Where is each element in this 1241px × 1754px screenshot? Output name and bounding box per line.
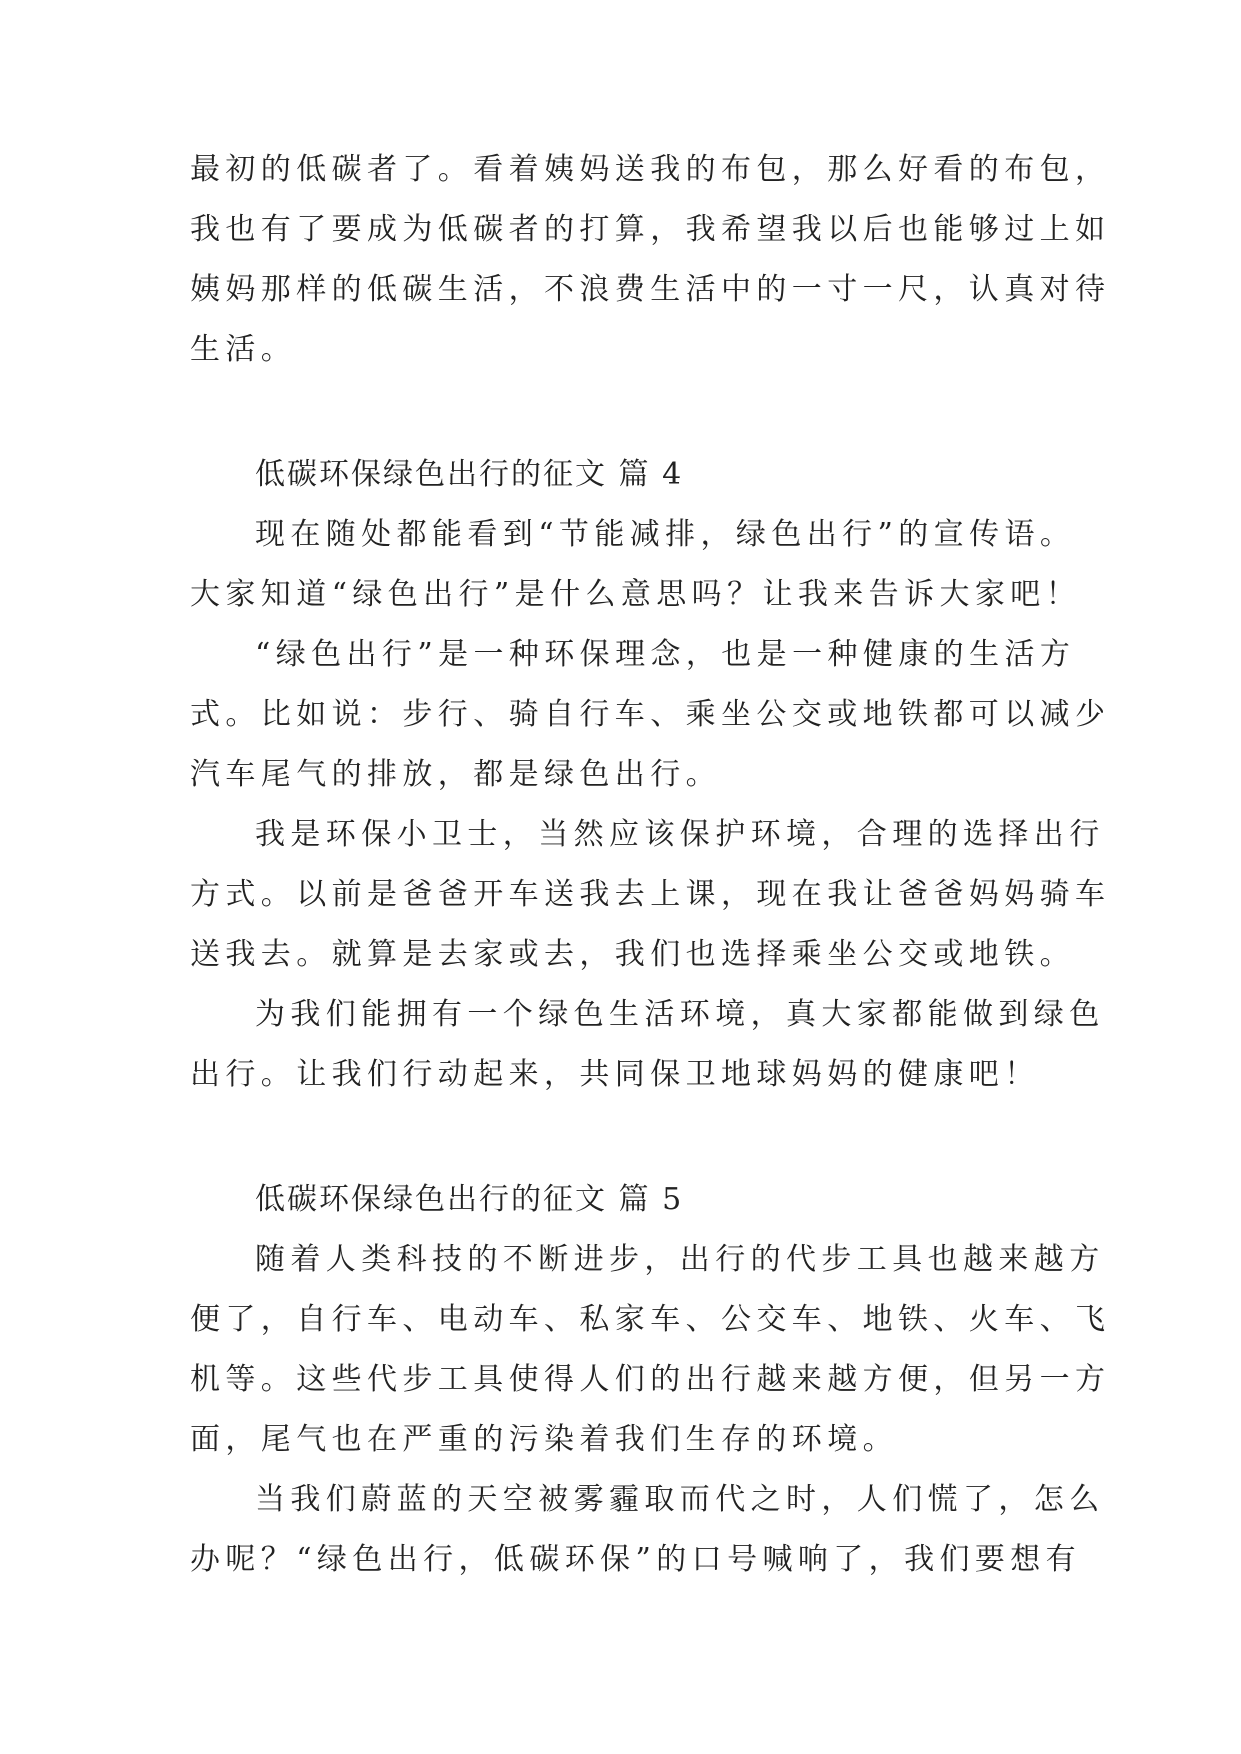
paragraph-line: 方式。以前是爸爸开车送我去上课，现在我让爸爸妈妈骑车 (190, 877, 1111, 912)
paragraph-line: 机等。这些代步工具使得人们的出行越来越方便，但另一方 (190, 1362, 1111, 1397)
paragraph-line: 出行。让我们行动起来，共同保卫地球妈妈的健康吧！ (190, 1057, 1040, 1092)
paragraph-line: 生活。 (190, 332, 297, 367)
paragraph-line: 现在随处都能看到“节能减排，绿色出行”的宣传语。 (255, 517, 1076, 552)
paragraph-line: 为我们能拥有一个绿色生活环境，真大家都能做到绿色 (255, 997, 1105, 1032)
paragraph-line: 我也有了要成为低碳者的打算，我希望我以后也能够过上如 (190, 212, 1111, 247)
paragraph-line: 办呢？“绿色出行，低碳环保”的口号喊响了，我们要想有 (190, 1542, 1082, 1577)
paragraph-line: 面，尾气也在严重的污染着我们生存的环境。 (190, 1422, 898, 1457)
paragraph-line: 汽车尾气的排放，都是绿色出行。 (190, 757, 721, 792)
paragraph-line: 我是环保小卫士，当然应该保护环境，合理的选择出行 (255, 817, 1105, 852)
paragraph-line: “绿色出行”是一种环保理念，也是一种健康的生活方 (255, 637, 1076, 672)
paragraph-line: 姨妈那样的低碳生活，不浪费生活中的一寸一尺，认真对待 (190, 272, 1111, 307)
section-heading: 低碳环保绿色出行的征文 篇 5 (255, 1182, 684, 1217)
paragraph-line: 送我去。就算是去家或去，我们也选择乘坐公交或地铁。 (190, 937, 1075, 972)
paragraph-line: 最初的低碳者了。看着姨妈送我的布包，那么好看的布包， (190, 152, 1111, 187)
paragraph-line: 便了，自行车、电动车、私家车、公交车、地铁、火车、飞 (190, 1302, 1111, 1337)
paragraph-line: 当我们蔚蓝的天空被雾霾取而代之时，人们慌了，怎么 (255, 1482, 1105, 1517)
paragraph-line: 大家知道“绿色出行”是什么意思吗？让我来告诉大家吧！ (190, 577, 1082, 612)
paragraph-line: 随着人类科技的不断进步，出行的代步工具也越来越方 (255, 1242, 1105, 1277)
section-heading: 低碳环保绿色出行的征文 篇 4 (255, 457, 684, 492)
paragraph-line: 式。比如说：步行、骑自行车、乘坐公交或地铁都可以减少 (190, 697, 1111, 732)
